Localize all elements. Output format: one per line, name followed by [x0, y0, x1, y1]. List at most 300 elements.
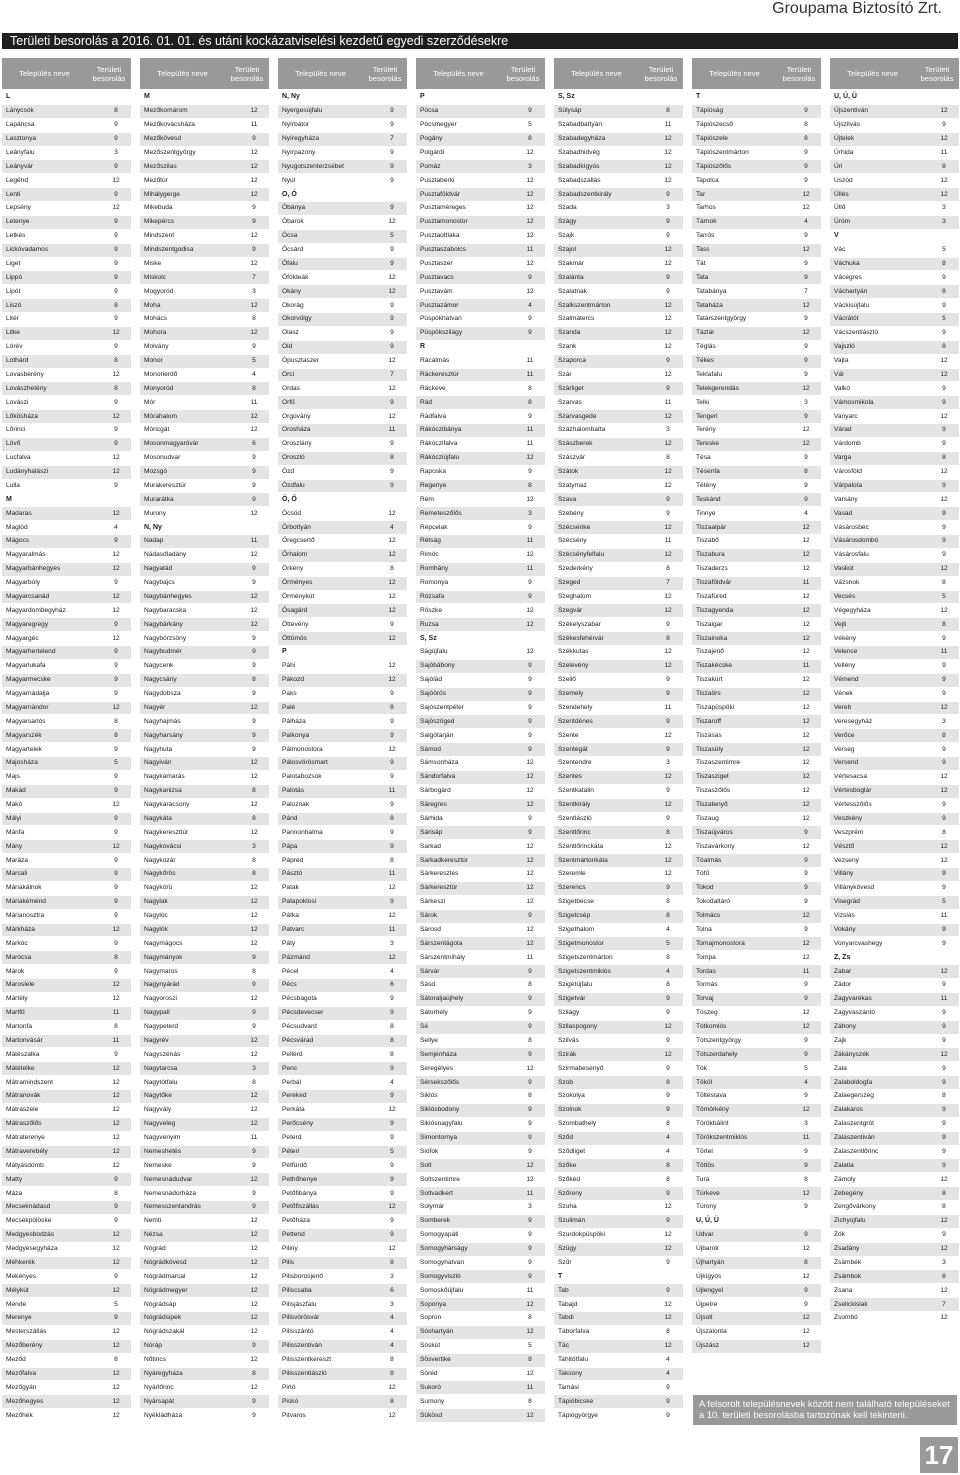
settlement-name: Nagycsány — [144, 676, 177, 684]
settlement-name: Záhony — [834, 1023, 856, 1031]
band-value: 9 — [666, 717, 670, 725]
table-row — [416, 396, 545, 410]
table-row — [554, 1132, 683, 1146]
band-value: 12 — [526, 925, 534, 933]
settlement-name: Telekgerendás — [696, 384, 739, 392]
table-row — [2, 258, 131, 272]
band-value: 8 — [942, 454, 946, 462]
settlement-name: Magyarnádalja — [6, 690, 50, 698]
band-value: 9 — [390, 1064, 394, 1072]
table-row — [554, 729, 683, 743]
header-band: Területi besorolás — [644, 64, 678, 83]
band-value: 12 — [250, 939, 258, 947]
table-row — [416, 188, 545, 202]
table-row — [278, 1118, 407, 1132]
band-value: 12 — [388, 745, 396, 753]
table-row — [692, 493, 821, 507]
band-value: 12 — [250, 1356, 258, 1364]
table-row — [2, 618, 131, 632]
settlement-name: Pannonhalma — [282, 828, 323, 836]
band-value: 12 — [664, 301, 672, 309]
table-row — [830, 396, 959, 410]
band-value: 12 — [250, 1036, 258, 1044]
band-value: 9 — [252, 579, 256, 587]
band-value: 8 — [666, 1078, 670, 1086]
settlement-name: Tiszatenyő — [696, 801, 728, 809]
band-value: 9 — [942, 1064, 946, 1072]
band-value: 11 — [526, 1286, 534, 1294]
settlement-name: Pécsvárad — [282, 1036, 314, 1044]
settlement-name: Nyékládháza — [144, 1411, 183, 1419]
table-row — [830, 493, 959, 507]
band-value: 12 — [664, 606, 672, 614]
settlement-name: Mozsgó — [144, 468, 168, 476]
band-value: 8 — [942, 287, 946, 295]
band-value: 8 — [942, 579, 946, 587]
settlement-name: Villány — [834, 870, 854, 878]
settlement-name: Szeremle — [558, 870, 586, 878]
table-row — [830, 577, 959, 591]
band-value: 5 — [666, 939, 670, 947]
table-row — [140, 785, 269, 799]
table-row — [278, 1201, 407, 1215]
table-row — [2, 1132, 131, 1146]
settlement-name: Szentlőrinc — [558, 828, 591, 836]
section-label: Z, Zs — [834, 953, 851, 961]
table-row — [2, 410, 131, 424]
band-value: 12 — [526, 759, 534, 767]
settlement-name: Lórév — [6, 343, 23, 351]
settlement-name: Mezőberény — [6, 1342, 43, 1350]
band-value: 9 — [666, 745, 670, 753]
table-row — [278, 202, 407, 216]
settlement-name: Nagylók — [144, 925, 168, 933]
band-value: 8 — [666, 953, 670, 961]
band-value: 9 — [528, 273, 532, 281]
settlement-name: Mesterszállás — [6, 1328, 47, 1336]
band-value: 12 — [388, 606, 396, 614]
settlement-name: Nógrádmegyer — [144, 1286, 188, 1294]
band-value: 9 — [390, 717, 394, 725]
settlement-name: Sarkad — [420, 842, 441, 850]
table-row — [692, 549, 821, 563]
band-value: 12 — [802, 426, 810, 434]
band-value: 6 — [252, 440, 256, 448]
settlement-name: Martonfa — [6, 1023, 33, 1031]
table-row — [692, 258, 821, 272]
settlement-name: Röszke — [420, 606, 442, 614]
table-row — [140, 854, 269, 868]
band-value: 9 — [114, 273, 118, 281]
table-row — [554, 979, 683, 993]
band-value: 9 — [942, 273, 946, 281]
settlement-name: Zalaboldogfa — [834, 1078, 873, 1086]
section-letter — [692, 91, 821, 105]
settlement-name: Rád — [420, 398, 433, 406]
settlement-name: Öcsárd — [282, 246, 304, 254]
table-row — [692, 1243, 821, 1257]
band-value: 12 — [526, 884, 534, 892]
settlement-name: Őföldeák — [282, 273, 309, 281]
settlement-name: Mikebuda — [144, 204, 173, 212]
band-value: 12 — [802, 537, 810, 545]
settlement-name: Liget — [6, 259, 21, 267]
table-row — [278, 271, 407, 285]
band-value: 4 — [666, 1134, 670, 1142]
band-value: 9 — [252, 218, 256, 226]
settlement-name: Ózdfalu — [282, 481, 305, 489]
band-value: 6 — [390, 981, 394, 989]
settlement-name: Szakmár — [558, 259, 585, 267]
band-value: 5 — [804, 1064, 808, 1072]
settlement-name: Szabadszállás — [558, 176, 601, 184]
band-value: 9 — [528, 731, 532, 739]
band-value: 12 — [802, 1245, 810, 1253]
settlement-name: Zalaegerszeg — [834, 1092, 874, 1100]
table-row — [278, 299, 407, 313]
settlement-name: Nóráp — [144, 1342, 162, 1350]
table-row — [278, 813, 407, 827]
table-row — [830, 1090, 959, 1104]
settlement-name: Medgyesbodzás — [6, 1231, 55, 1239]
band-value: 8 — [114, 107, 118, 115]
band-value: 12 — [940, 1217, 948, 1225]
table-row — [692, 840, 821, 854]
band-value: 9 — [666, 1064, 670, 1072]
table-row — [416, 993, 545, 1007]
table-row — [2, 979, 131, 993]
table-row — [278, 1021, 407, 1035]
band-value: 12 — [664, 551, 672, 559]
band-value: 12 — [664, 1245, 672, 1253]
band-value: 9 — [666, 676, 670, 684]
band-value: 12 — [112, 634, 120, 642]
band-value: 12 — [664, 246, 672, 254]
settlement-name: Pilisborosjenő — [282, 1272, 324, 1280]
band-value: 9 — [666, 495, 670, 503]
band-value: 9 — [114, 828, 118, 836]
band-value: 9 — [252, 1023, 256, 1031]
band-value: 12 — [940, 856, 948, 864]
table-row — [554, 924, 683, 938]
section-label: S, Sz — [420, 634, 437, 642]
settlement-name: Nagylak — [144, 898, 168, 906]
band-value: 9 — [114, 1050, 118, 1058]
settlement-name: Sárok — [420, 912, 438, 920]
table-row — [2, 660, 131, 674]
settlement-name: Vésztő — [834, 842, 855, 850]
table-row — [830, 660, 959, 674]
table-row — [416, 493, 545, 507]
table-row — [278, 1381, 407, 1395]
settlement-name: Madaras — [6, 509, 32, 517]
table-row — [416, 1132, 545, 1146]
settlement-name: Murarátka — [144, 495, 174, 503]
table-row — [554, 369, 683, 383]
settlement-name: Varsány — [834, 495, 858, 503]
settlement-name: Pécs — [282, 981, 297, 989]
table-row — [554, 604, 683, 618]
settlement-name: Szemely — [558, 690, 584, 698]
band-value: 12 — [664, 870, 672, 878]
table-row — [554, 147, 683, 161]
band-value: 9 — [114, 912, 118, 920]
band-value: 9 — [942, 398, 946, 406]
band-value: 8 — [804, 1175, 808, 1183]
settlement-name: Perőcsény — [282, 1120, 314, 1128]
table-row — [830, 604, 959, 618]
band-value: 3 — [390, 1272, 394, 1280]
band-value: 12 — [664, 412, 672, 420]
settlement-name: Nyergesújfalu — [282, 107, 323, 115]
band-value: 8 — [114, 384, 118, 392]
settlement-name: Szarvasgede — [558, 412, 597, 420]
table-row — [692, 674, 821, 688]
band-value: 9 — [528, 1245, 532, 1253]
table-row — [278, 757, 407, 771]
settlement-name: Vértesboglár — [834, 787, 872, 795]
settlement-name: Székkutas — [558, 648, 589, 656]
settlement-name: Szabadkígyós — [558, 162, 600, 170]
section-label: O, Ó — [282, 190, 297, 198]
section-letter — [692, 1215, 821, 1229]
band-value: 8 — [666, 565, 670, 573]
column-header — [692, 58, 821, 91]
band-value: 9 — [666, 787, 670, 795]
table-row — [2, 549, 131, 563]
table-row — [692, 1035, 821, 1049]
settlement-name: Pázmánd — [282, 953, 310, 961]
column-4 — [416, 58, 545, 1423]
band-value: 12 — [802, 717, 810, 725]
settlement-name: Szászvár — [558, 454, 586, 462]
band-value: 9 — [114, 1314, 118, 1322]
table-row — [416, 299, 545, 313]
settlement-name: Pethőhenye — [282, 1175, 318, 1183]
band-value: 12 — [664, 1342, 672, 1350]
band-value: 11 — [526, 370, 534, 378]
section-letter — [140, 521, 269, 535]
band-value: 12 — [112, 1092, 120, 1100]
settlement-name: Várad — [834, 426, 852, 434]
band-value: 12 — [112, 565, 120, 573]
settlement-name: Páhi — [282, 662, 296, 670]
settlement-name: Tab — [558, 1286, 569, 1294]
band-value: 12 — [802, 523, 810, 531]
table-row — [416, 1187, 545, 1201]
table-row — [140, 369, 269, 383]
settlement-name: Peterd — [282, 1134, 302, 1142]
table-row — [2, 147, 131, 161]
band-value: 9 — [804, 884, 808, 892]
settlement-name: Szabadbattyán — [558, 121, 602, 129]
table-row — [692, 771, 821, 785]
column-rows — [278, 91, 407, 1423]
section-label: R — [420, 343, 426, 351]
band-value: 9 — [804, 981, 808, 989]
band-value: 9 — [114, 135, 118, 143]
settlement-name: Mecsekpölöske — [6, 1217, 52, 1225]
table-row — [140, 896, 269, 910]
band-value: 12 — [112, 1064, 120, 1072]
section-label: N, Ny — [144, 523, 162, 531]
band-value: 9 — [252, 634, 256, 642]
table-row — [692, 854, 821, 868]
table-row — [830, 188, 959, 202]
header-band: Területi besorolás — [782, 64, 816, 83]
band-value: 9 — [666, 884, 670, 892]
section-letter — [278, 493, 407, 507]
band-value: 12 — [802, 690, 810, 698]
table-row — [278, 951, 407, 965]
table-row — [278, 466, 407, 480]
band-value: 9 — [804, 1161, 808, 1169]
table-row — [416, 729, 545, 743]
table-row — [2, 355, 131, 369]
settlement-name: Tengeri — [696, 412, 718, 420]
band-value: 12 — [112, 454, 120, 462]
settlement-name: Tiszasas — [696, 731, 722, 739]
settlement-name: Piliscsaba — [282, 1286, 312, 1294]
table-row — [140, 1298, 269, 1312]
settlement-name: Zsámbék — [834, 1258, 862, 1266]
settlement-name: Siklós — [420, 1092, 438, 1100]
table-row — [2, 1368, 131, 1382]
table-row — [830, 813, 959, 827]
band-value: 5 — [390, 232, 394, 240]
table-row — [830, 1007, 959, 1021]
section-letter — [830, 951, 959, 965]
column-rows — [416, 91, 545, 1423]
column-3 — [278, 58, 407, 1423]
settlement-name: Nagykozár — [144, 856, 176, 864]
table-row — [692, 826, 821, 840]
table-row — [278, 591, 407, 605]
settlement-name: Zebegény — [834, 1189, 864, 1197]
settlement-name: Öcsöd — [282, 509, 302, 517]
band-value: 8 — [390, 1258, 394, 1266]
settlement-name: Litke — [6, 329, 20, 337]
band-value: 9 — [804, 995, 808, 1003]
table-row — [2, 896, 131, 910]
table-row — [278, 674, 407, 688]
settlement-name: Petőfibánya — [282, 1189, 317, 1197]
table-row — [830, 549, 959, 563]
band-value: 9 — [666, 620, 670, 628]
band-value: 4 — [390, 1078, 394, 1086]
table-row — [278, 313, 407, 327]
band-value: 8 — [942, 1272, 946, 1280]
table-row — [692, 896, 821, 910]
band-value: 9 — [666, 509, 670, 517]
band-value: 12 — [112, 995, 120, 1003]
band-value: 9 — [942, 1120, 946, 1128]
table-row — [692, 1104, 821, 1118]
table-row — [140, 355, 269, 369]
settlement-name: Vezseny — [834, 856, 859, 864]
band-value: 12 — [802, 953, 810, 961]
settlement-name: Orci — [282, 370, 295, 378]
band-value: 11 — [526, 440, 534, 448]
settlement-name: Tiszakécske — [696, 662, 733, 670]
band-value: 9 — [528, 1147, 532, 1155]
band-value: 9 — [804, 370, 808, 378]
band-value: 7 — [390, 370, 394, 378]
band-value: 9 — [114, 287, 118, 295]
band-value: 12 — [802, 440, 810, 448]
table-row — [140, 160, 269, 174]
table-row — [554, 382, 683, 396]
table-row — [140, 868, 269, 882]
settlement-name: Siklósnagyfalu — [420, 1120, 463, 1128]
section-letter — [416, 632, 545, 646]
settlement-name: Nagybánhegyes — [144, 592, 192, 600]
band-value: 12 — [526, 1300, 534, 1308]
table-row — [554, 591, 683, 605]
table-row — [692, 285, 821, 299]
table-row — [278, 1132, 407, 1146]
settlement-name: Makád — [6, 787, 26, 795]
band-value: 9 — [528, 592, 532, 600]
settlement-name: Mezőfalva — [6, 1369, 37, 1377]
settlement-name: Patapoklosi — [282, 898, 317, 906]
settlement-name: Örkény — [282, 565, 304, 573]
table-row — [692, 979, 821, 993]
band-value: 8 — [528, 1397, 532, 1405]
table-row — [140, 563, 269, 577]
table-row — [140, 1173, 269, 1187]
table-row — [830, 1243, 959, 1257]
band-value: 12 — [664, 343, 672, 351]
settlement-name: Visegrád — [834, 898, 860, 906]
header-band: Területi besorolás — [920, 64, 954, 83]
table-row — [140, 1146, 269, 1160]
settlement-name: Tápiószentmárton — [696, 148, 749, 156]
band-value: 8 — [390, 856, 394, 864]
settlement-name: Pilisszentlászló — [282, 1369, 327, 1377]
band-value: 12 — [940, 357, 948, 365]
band-value: 9 — [942, 814, 946, 822]
settlement-name: Nagybárkány — [144, 620, 183, 628]
band-value: 12 — [250, 329, 258, 337]
band-value: 9 — [528, 1023, 532, 1031]
table-row — [830, 105, 959, 119]
settlement-name: Tereske — [696, 440, 720, 448]
settlement-name: Magyarhertelend — [6, 648, 56, 656]
band-value: 12 — [940, 1286, 948, 1294]
settlement-name: Szajk — [558, 232, 575, 240]
band-value: 4 — [390, 967, 394, 975]
band-value: 11 — [250, 121, 258, 129]
band-value: 11 — [388, 870, 396, 878]
band-value: 9 — [114, 676, 118, 684]
band-value: 9 — [390, 162, 394, 170]
table-row — [140, 1062, 269, 1076]
table-row — [416, 133, 545, 147]
table-row — [2, 937, 131, 951]
band-value: 9 — [390, 995, 394, 1003]
band-value: 11 — [802, 1134, 810, 1142]
settlement-name: Oroszló — [282, 454, 305, 462]
band-value: 12 — [526, 1175, 534, 1183]
table-row — [830, 355, 959, 369]
band-value: 9 — [114, 121, 118, 129]
table-row — [2, 369, 131, 383]
table-row — [2, 1173, 131, 1187]
table-row — [416, 715, 545, 729]
table-row — [692, 1173, 821, 1187]
band-value: 12 — [526, 176, 534, 184]
